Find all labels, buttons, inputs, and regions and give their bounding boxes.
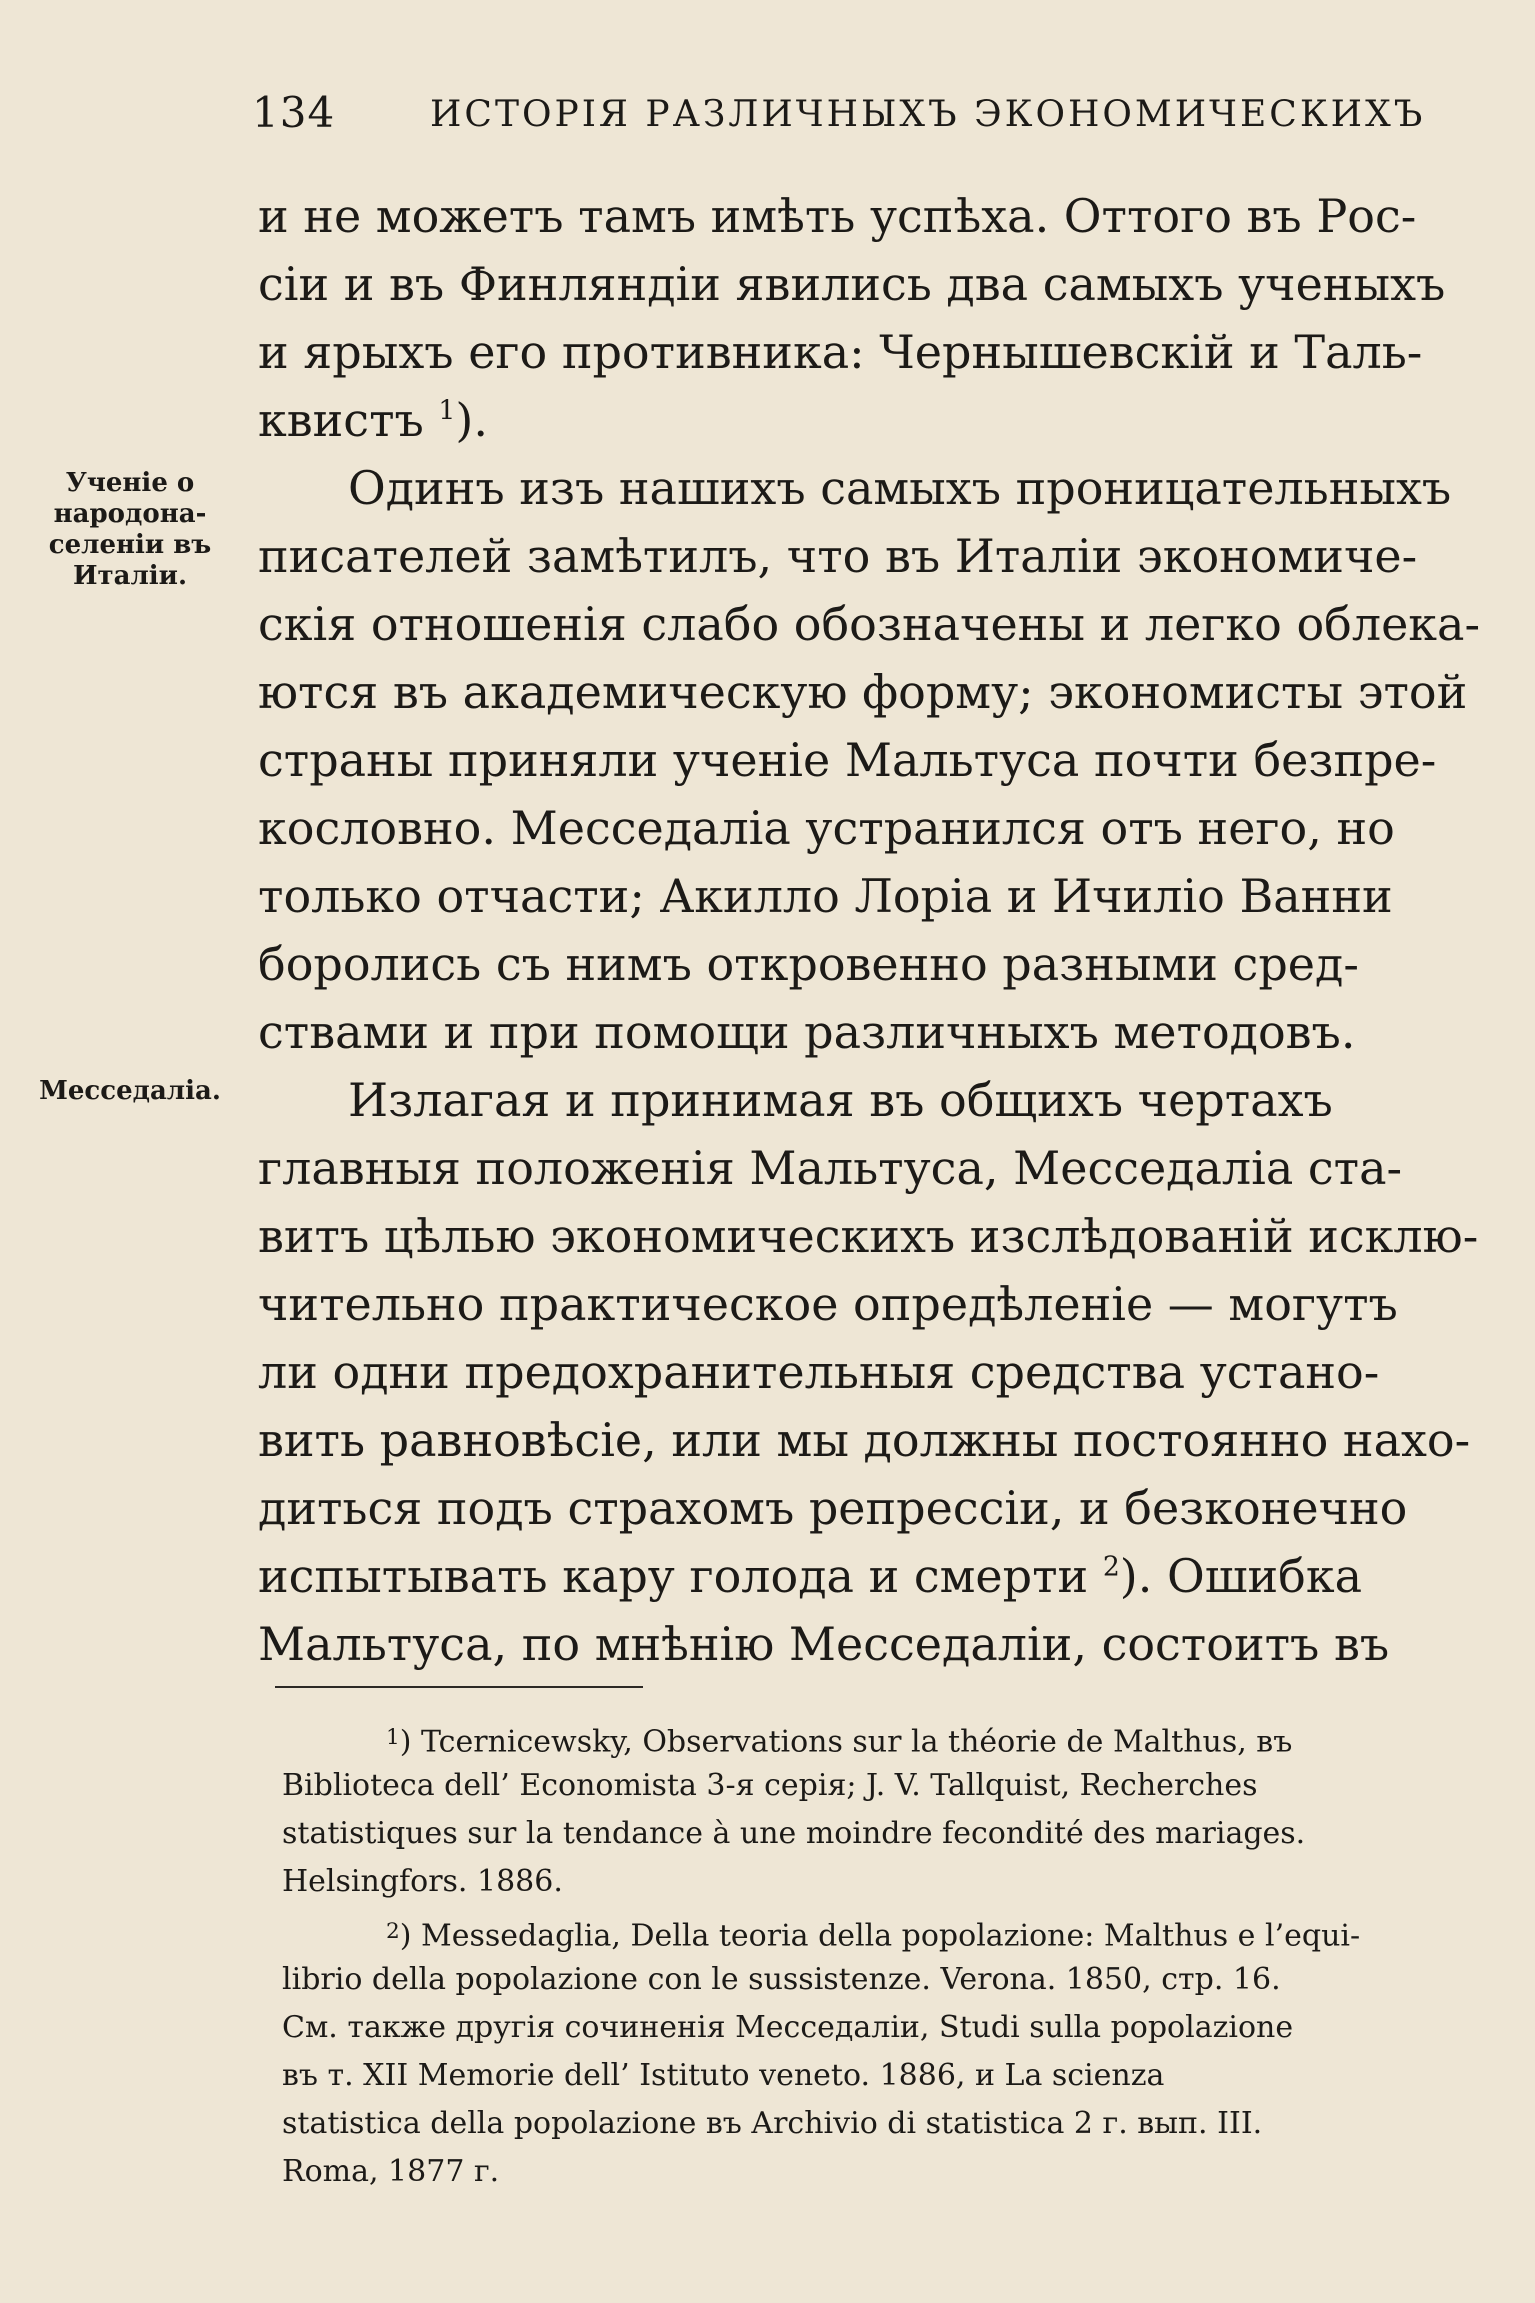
footnote-line: statistica della popolazione въ Archivio di statistica 2 г. вып. III. (282, 2106, 1263, 2141)
body-line: ли одни предохранительныя средства устано- (258, 1345, 1380, 1399)
body-line: квистъ $^1$). (258, 393, 488, 447)
running-title: ИСТОРІЯ РАЗЛИЧНЫХЪ ЭКОНОМИЧЕСКИХЪ (430, 94, 1426, 135)
body-line: сiи и въ Финляндiи явились два самыхъ ученыхъ (258, 257, 1446, 311)
footnote-line: См. также другiя сочиненiя Месседалiи, Studi sulla popolazione (282, 2010, 1294, 2045)
footnote-line: librio della popolazione con le sussistenze. Verona. 1850, стр. 16. (282, 1962, 1281, 1997)
body-line: и не можетъ тамъ имѣть успѣха. Оттого въ Рос- (258, 189, 1417, 243)
footnote-marker: 1 (386, 1725, 400, 1750)
marginal-note-line: селенiи въ (48, 530, 212, 560)
body-line: и ярыхъ его противника: Чернышевскiй и Таль- (258, 325, 1423, 379)
body-line: боролись съ нимъ откровенно разными сред- (258, 937, 1359, 991)
footnote-line: Helsingfors. 1886. (282, 1864, 563, 1899)
body-line: вить равновѣсiе, или мы должны постоянно нахо- (258, 1413, 1471, 1467)
body-line: витъ цѣлью экономическихъ изслѣдованiй исклю- (258, 1209, 1479, 1263)
body-line: чительно практическое опредѣленiе — могутъ (258, 1277, 1398, 1331)
marginal-note-line: Ученіе о (65, 468, 195, 498)
marginal-note-messedaglia (30, 1076, 230, 1107)
marginal-note-population (30, 468, 230, 592)
footnote-divider (275, 1686, 643, 1688)
footnote-line: въ т. XII Memorie dell’ Istituto veneto. 1886, и La scienza (282, 2058, 1165, 2093)
footnote-line: $^1$) Tcernicewsky, Observations sur la théorie de Malthus, въ (386, 1724, 1293, 1760)
body-line: ствами и при помощи различныхъ методовъ. (258, 1005, 1356, 1059)
body-line: главныя положенiя Мальтуса, Месседалiа ста- (258, 1141, 1403, 1195)
marginal-note-line: народона- (53, 499, 207, 529)
body-line: Излагая и принимая въ общихъ чертахъ (348, 1073, 1333, 1127)
footnote-line: Biblioteca dell’ Economista 3-я серія; J. V. Tallquist, Recherches (282, 1768, 1258, 1803)
marginal-note-line: Месседалiа. (39, 1076, 221, 1106)
marginal-note-line: Италiи. (72, 561, 188, 591)
body-line: ются въ академическую форму; экономисты этой (258, 665, 1468, 719)
body-line: Мальтуса, по мнѣнiю Месседалiи, состоитъ въ (258, 1617, 1390, 1671)
footnote-line: $^2$) Messedaglia, Della teoria della popolazione: Malthus e l’equi- (386, 1918, 1361, 1954)
body-line: диться подъ страхомъ репрессiи, и безконечно (258, 1481, 1408, 1535)
footnote-marker: 2 (386, 1919, 400, 1944)
page-number: 134 (252, 88, 336, 137)
footnote-reference: 1 (438, 395, 456, 427)
body-line: кословно. Месседалiа устранился отъ него, но (258, 801, 1395, 855)
body-line: только отчасти; Акилло Лорiа и Ичилiо Ванни (258, 869, 1393, 923)
footnote-reference: 2 (1102, 1551, 1120, 1583)
footnote-line: Roma, 1877 г. (282, 2154, 500, 2189)
body-line: писателей замѣтилъ, что въ Италiи экономиче- (258, 529, 1418, 583)
body-line: Одинъ изъ нашихъ самыхъ проницательныхъ (348, 461, 1452, 515)
body-line: испытывать кару голода и смерти $^2$). Ошибка (258, 1549, 1362, 1603)
body-line: страны приняли ученiе Мальтуса почти безпре- (258, 733, 1437, 787)
body-line: скія отношенія слабо обозначены и легко облека- (258, 597, 1481, 651)
footnote-line: statistiques sur la tendance à une moindre fecondité des mariages. (282, 1816, 1306, 1851)
running-header (252, 88, 1426, 148)
